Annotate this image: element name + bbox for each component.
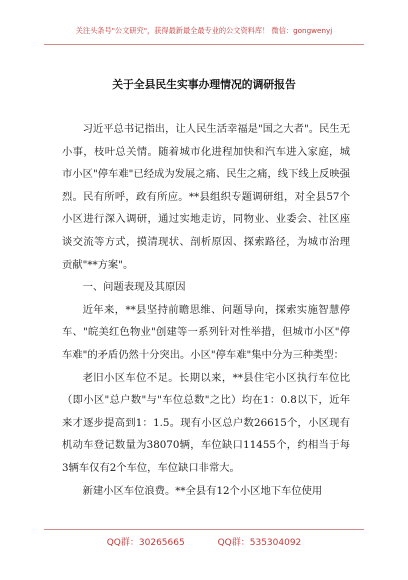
footer <box>0 535 408 548</box>
document-title: 关于全县民生实事办理情况的调研报告 <box>112 78 296 91</box>
section-heading: 一、问题表现及其原因 <box>82 281 186 294</box>
document-body <box>62 118 350 502</box>
paragraph-overview: 近年来，**县坚持前瞻思维、问题导向，探索实施智慧停车、"皖美红色物业"创建等一系列针对性举措，但城市小区"停车难"的矛盾仍然十分突出。小区"停车难"集中分为三种类型： <box>62 303 350 361</box>
header-banner: 关注头条号"公文研究"，获得最新最全最专业的公文资料库！ 微信：gongwenyj <box>75 26 333 35</box>
footer-qq-group-1: QQ群：30265665 <box>106 538 185 548</box>
paragraph-new-communities: 新建小区车位浪费。**全县有12个小区地下车位使用 <box>82 484 323 497</box>
footer-divider <box>44 529 364 530</box>
footer-qq-group-2: QQ群：535304092 <box>217 538 302 548</box>
header-divider <box>44 44 364 45</box>
paragraph-old-communities: 老旧小区车位不足。长期以来，**县住宅小区执行车位比（即小区"总户数"与"车位总数"之比）均在1：0.8以下，近年来才逐步提高到1：1.5。现有小区总户数26615个，小区现有机动车登记数量为38070辆，车位缺口11455个，约相当于每3辆车仅有2个车位，车位缺口非常大。 <box>62 371 350 474</box>
paragraph-intro: 习近平总书记指出，让人民生活幸福是"国之大者"。民生无小事，枝叶总关情。随着城市化进程加快和汽车进入家庭，城市小区"停车难"已经成为发展之痛、民生之痛，线下线上反映强烈。民有所呼，政有所应。**县组织专题调研组，对全县57个小区进行深入调研，通过实地走访，同物业、业委会、社区座谈交流等方式，摸清现状、剖析原因、探索路径，为城市治理贡献"**方案"。 <box>62 123 350 271</box>
